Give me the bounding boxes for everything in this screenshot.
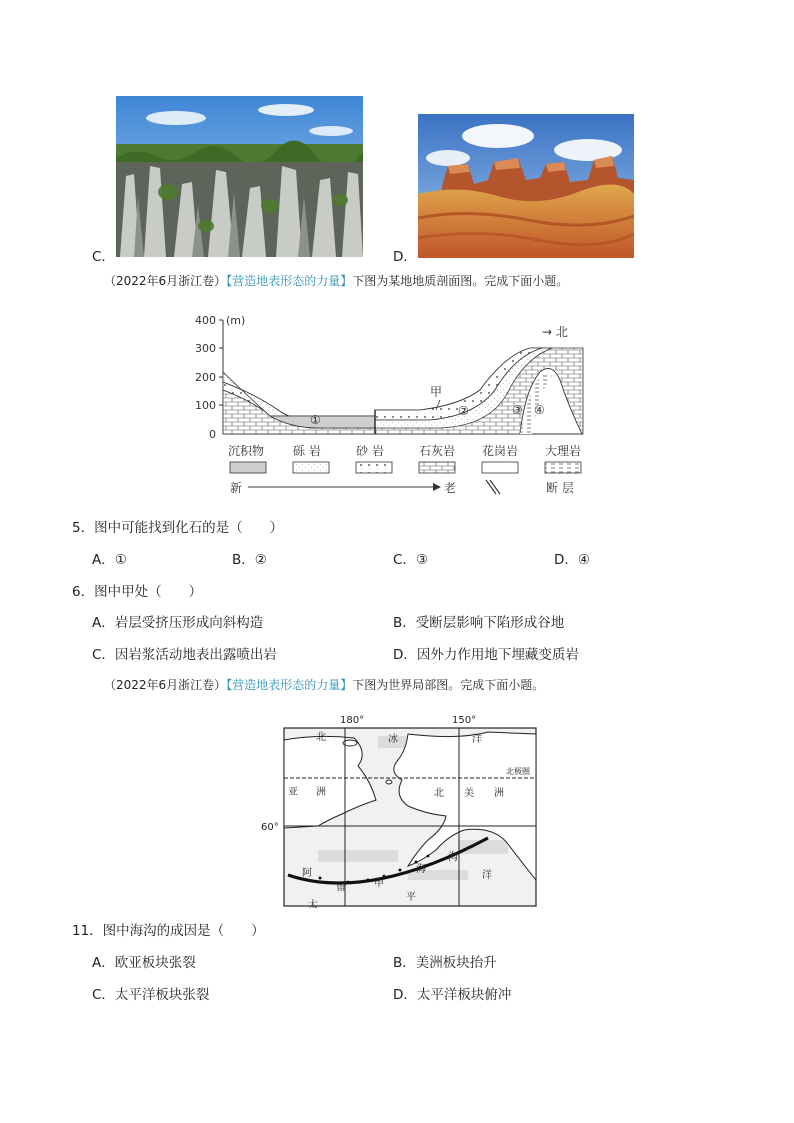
source-year: （2022年6月浙江卷） — [104, 678, 227, 692]
map-label-mei: 美 — [464, 788, 474, 799]
source-year: （2022年6月浙江卷） — [104, 274, 227, 288]
marker-1: ① — [310, 413, 321, 427]
y-tick-300: 300 — [195, 342, 216, 355]
q6-stem: 6．图中甲处（ ） — [72, 584, 203, 600]
legend-granite-swatch — [482, 462, 518, 473]
source-instruction: 下图为某地地质剖面图。完成下面小题。 — [352, 274, 569, 288]
section-2-source — [104, 676, 544, 693]
legend-sandstone-label: 砂 岩 — [356, 444, 384, 458]
legend-limestone-label: 石灰岩 — [419, 444, 456, 458]
legend-conglomerate-label: 砾 岩 — [293, 444, 321, 458]
q5-stem: 5．图中可能找到化石的是（ ） — [72, 520, 284, 536]
map-label-bei: 北 — [316, 732, 326, 743]
map-label-yang-pacific: 洋 — [482, 870, 492, 881]
legend-sediment-swatch — [230, 462, 266, 473]
source-topic: 【营造地表形态的力量】 — [226, 274, 353, 288]
y-tick-200: 200 — [195, 371, 216, 384]
map-label-zhou-asia: 洲 — [316, 787, 326, 798]
geologic-cross-section — [190, 310, 610, 500]
q6-option-b[interactable]: B．受断层影响下陷形成谷地 — [393, 615, 565, 631]
y-axis-unit: (m) — [226, 314, 246, 327]
y-tick-100: 100 — [195, 399, 216, 412]
map-label-a: 阿 — [302, 868, 312, 879]
longitude-150-label: 150° — [452, 715, 477, 726]
map-label-hai: 海 — [416, 864, 426, 875]
q11-option-b[interactable]: B．美洲板块抬升 — [393, 955, 497, 971]
q5-option-d[interactable]: D．④ — [554, 552, 590, 568]
map-label-ping: 平 — [406, 892, 416, 903]
map-label-gou: 沟 — [448, 852, 458, 863]
age-old-label: 老 — [444, 481, 457, 495]
legend-granite-label: 花岗岩 — [482, 444, 519, 458]
legend-sandstone-swatch — [356, 462, 392, 473]
q11-option-c[interactable]: C．太平洋板块张裂 — [92, 987, 210, 1003]
world-partial-map — [258, 710, 538, 908]
map-label-zhou-america: 洲 — [494, 788, 504, 799]
arctic-circle-label: 北极圈 — [506, 767, 530, 776]
marker-3: ③ — [512, 403, 523, 417]
marker-2: ② — [458, 404, 469, 418]
q6-option-d[interactable]: D．因外力作用地下埋藏变质岩 — [393, 647, 579, 663]
y-tick-0: 0 — [209, 428, 216, 441]
option-c-label: C． — [92, 249, 115, 265]
map-label-bei-america: 北 — [434, 788, 444, 799]
stone-forest-photo — [116, 96, 363, 257]
legend-fault-label: 断 层 — [546, 481, 574, 495]
fault-symbol-icon — [486, 480, 500, 494]
q5-option-a[interactable]: A．① — [92, 552, 127, 568]
age-new-label: 新 — [230, 481, 243, 495]
source-topic: 【营造地表形态的力量】 — [226, 678, 353, 692]
map-label-shen: 申 — [374, 878, 384, 889]
map-label-liu: 留 — [336, 882, 346, 893]
legend-conglomerate-swatch — [293, 462, 329, 473]
legend-marble-label: 大理岩 — [545, 444, 582, 458]
q6-option-a[interactable]: A．岩层受挤压形成向斜构造 — [92, 615, 264, 631]
q6-option-c[interactable]: C．因岩浆活动地表出露喷出岩 — [92, 647, 277, 663]
q5-option-c[interactable]: C．③ — [393, 552, 429, 568]
map-label-bing: 冰 — [388, 734, 398, 745]
section-1-source — [104, 272, 568, 289]
legend-limestone-swatch — [419, 462, 455, 473]
yardang-landform-photo — [418, 114, 634, 258]
map-label-ya: 亚 — [288, 787, 298, 798]
map-label-tai: 太 — [308, 900, 318, 908]
latitude-60-label: 60° — [261, 822, 279, 833]
y-tick-400: 400 — [195, 314, 216, 327]
q11-option-d[interactable]: D．太平洋板块俯冲 — [393, 987, 512, 1003]
q11-option-a[interactable]: A．欧亚板块张裂 — [92, 955, 196, 971]
longitude-180-label: 180° — [340, 715, 365, 726]
north-arrow: → 北 — [542, 325, 568, 339]
legend-sediment-label: 沉积物 — [228, 444, 265, 458]
source-instruction: 下图为世界局部图。完成下面小题。 — [352, 678, 545, 692]
marker-4: ④ — [534, 403, 545, 417]
option-d-label: D． — [393, 249, 417, 265]
q5-option-b[interactable]: B．② — [232, 552, 267, 568]
q11-stem: 11．图中海沟的成因是（ ） — [72, 923, 265, 939]
jia-label: 甲 — [430, 385, 443, 399]
map-label-yang-arctic: 洋 — [472, 734, 482, 745]
legend-marble-swatch — [545, 462, 581, 473]
